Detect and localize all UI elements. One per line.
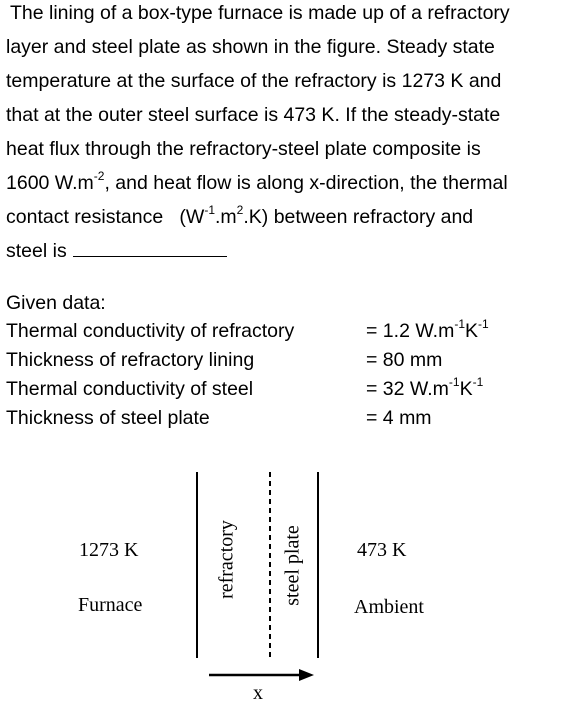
problem-line-1: The lining of a box-type furnace is made up of a refractory — [10, 2, 510, 24]
given-value-1-sup1: -1 — [454, 316, 465, 331]
problem-line-7-sup2: 2 — [236, 202, 244, 217]
given-value-3-sup2: -1 — [472, 374, 484, 389]
given-value-1-b: K — [465, 320, 479, 342]
ambient-temperature: 473 K — [357, 539, 407, 561]
problem-line-6-sup: -2 — [93, 168, 105, 183]
given-value-2: = 80 mm — [366, 349, 443, 371]
given-value-3-sup1: -1 — [448, 374, 460, 389]
given-value-1-sup2: -1 — [478, 316, 489, 331]
problem-line-5: heat flux through the refractory-steel plate composite is — [6, 138, 481, 160]
given-heading: Given data: — [6, 292, 106, 314]
furnace-temperature: 1273 K — [79, 539, 139, 561]
given-value-1-a: = 1.2 W.m — [366, 320, 455, 342]
x-axis-label: x — [253, 682, 263, 704]
steel-plate-label: steel plate — [281, 525, 304, 606]
problem-line-6-b: , and heat flow is along x-direction, the thermal — [104, 172, 508, 194]
problem-line-7-c: .K) between refractory and — [243, 206, 474, 228]
problem-line-3: temperature at the surface of the refractory is 1273 K and — [6, 70, 502, 92]
ambient-label: Ambient — [354, 596, 424, 618]
given-value-4: = 4 mm — [366, 407, 432, 429]
problem-line-8-text: steel is — [6, 240, 67, 262]
problem-line-2: layer and steel plate as shown in the figure. Steady state — [6, 36, 495, 58]
problem-line-4: that at the outer steel surface is 473 K. If the steady-state — [6, 104, 501, 126]
given-label-4: Thickness of steel plate — [6, 407, 210, 429]
problem-line-7-sup1: -1 — [204, 202, 215, 217]
problem-line-7-a: contact resistance (W — [6, 206, 205, 228]
refractory-label: refractory — [215, 520, 238, 599]
problem-line-6-a: 1600 W.m — [6, 172, 94, 194]
given-label-3: Thermal conductivity of steel — [6, 378, 254, 400]
arrow-head — [299, 669, 314, 681]
problem-line-7-b: .m — [215, 206, 237, 228]
given-value-3-a: = 32 W.m — [366, 378, 449, 400]
given-value-3-b: K — [459, 378, 473, 400]
furnace-label: Furnace — [78, 594, 143, 616]
given-label-1: Thermal conductivity of refractory — [6, 320, 295, 342]
given-label-2: Thickness of refractory lining — [6, 349, 255, 371]
